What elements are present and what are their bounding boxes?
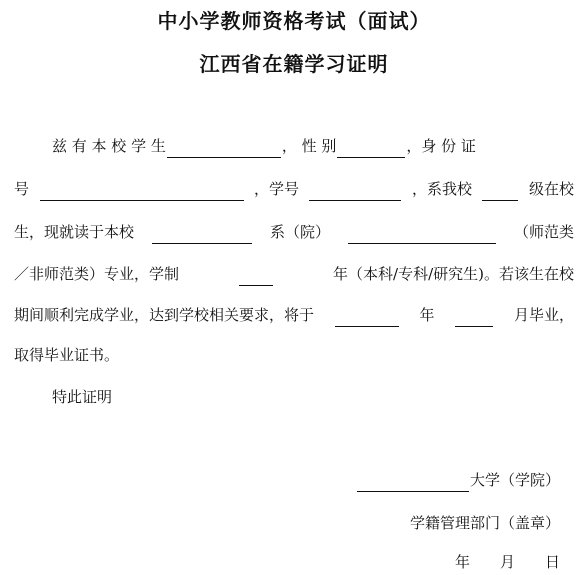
document-subtitle: 江西省在籍学习证明 (199, 52, 389, 76)
blank-university[interactable] (357, 473, 469, 492)
body-line-1 (14, 134, 574, 158)
blank-student-number[interactable] (309, 182, 401, 201)
text-grade-label: 级在校 (528, 180, 574, 198)
text-graduation: 期间顺利完成学业，达到学校相关要求，将于 (14, 306, 315, 324)
text-student-no-label: ，学号 (253, 180, 299, 198)
body-line-7 (14, 385, 574, 409)
blank-id-number[interactable] (40, 182, 244, 201)
blank-student-name[interactable] (167, 139, 281, 158)
signature-date (455, 550, 560, 574)
text-year: 年 (419, 306, 435, 324)
blank-grade[interactable] (482, 182, 518, 201)
body-line-6 (14, 343, 574, 367)
body-line-2 (14, 177, 574, 201)
text-major-duration: ／非师范类）专业，学制 (14, 265, 180, 283)
text-university-label: 大学（学院） (469, 471, 560, 489)
blank-years[interactable] (239, 267, 273, 286)
text-month-graduate: 月毕业， (513, 306, 574, 324)
blank-major[interactable] (348, 225, 496, 244)
body-line-5 (14, 303, 574, 327)
text-student-intro: 兹 有 本 校 学 生 (52, 137, 166, 155)
body-line-3 (14, 220, 574, 244)
text-enrolled: 生，现就读于本校 (14, 223, 135, 241)
blank-gender[interactable] (337, 139, 405, 158)
text-id-label: ，身 份 证 (406, 137, 476, 155)
text-normal-type: （师范类 (513, 223, 574, 241)
document-title: 中小学教师资格考试（面试） (157, 9, 431, 33)
text-department-label: 系（院） (269, 223, 330, 241)
signature-dept (410, 511, 560, 535)
text-diploma: 取得毕业证书。 (14, 346, 120, 364)
body-line-4 (14, 262, 574, 286)
signature-school (356, 468, 560, 492)
text-date: 年 月 日 (454, 553, 560, 571)
text-id-suffix: 号 (14, 180, 30, 198)
text-degree-level: 年（本科/专科/研究生)。若该生在校 (333, 265, 574, 283)
text-registrar-seal: 学籍管理部门（盖章） (409, 514, 560, 532)
blank-department[interactable] (152, 225, 252, 244)
text-gender-label: ， 性 别 (281, 137, 337, 155)
text-school-label: ，系我校 (411, 180, 472, 198)
blank-grad-month[interactable] (455, 308, 493, 327)
blank-grad-year[interactable] (335, 308, 399, 327)
text-hereby-certify: 特此证明 (52, 388, 113, 406)
